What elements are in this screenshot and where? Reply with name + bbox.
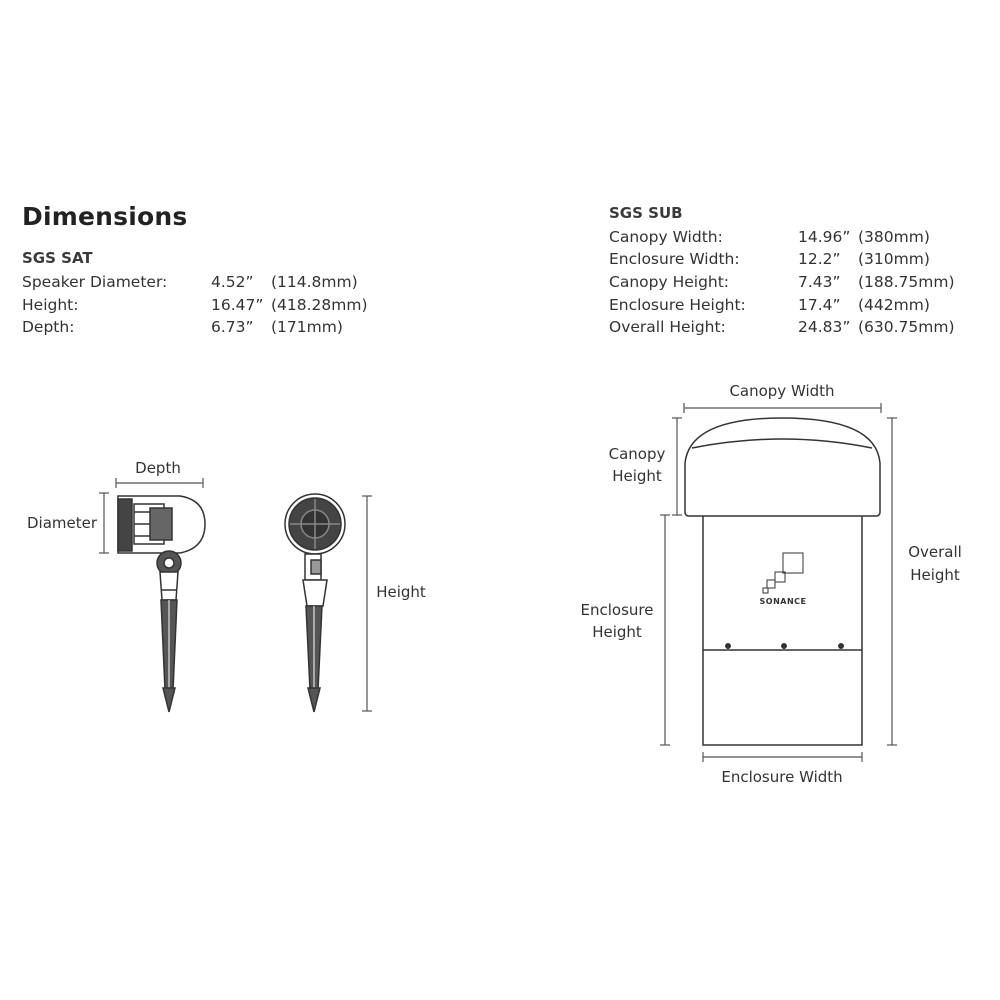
- enclosure-width-label: Enclosure Width: [721, 768, 843, 786]
- spec-metric: (114.8mm): [271, 273, 358, 291]
- spec-label: Canopy Width:: [609, 228, 723, 246]
- depth-label: Depth: [135, 459, 181, 477]
- spec-label: Overall Height:: [609, 318, 726, 336]
- spec-metric: (171mm): [271, 318, 343, 336]
- spec-metric: (418.28mm): [271, 296, 368, 314]
- spec-metric: (188.75mm): [858, 273, 955, 291]
- sat-height-label: Height: [376, 583, 426, 601]
- spec-imperial: 24.83”: [798, 318, 851, 336]
- canopy-width-label: Canopy Width: [729, 382, 835, 400]
- brand-label: SONANCE: [759, 597, 807, 606]
- sat-depth-dimension: [116, 478, 203, 488]
- spec-label: Speaker Diameter:: [22, 273, 168, 291]
- enclosure-height-label-line2: Height: [592, 623, 642, 641]
- spec-imperial: 14.96”: [798, 228, 851, 246]
- enclosure-height-label-line1: Enclosure: [580, 601, 654, 619]
- canopy-height-label-line2: Height: [612, 467, 662, 485]
- canopy-height-label-line1: Canopy: [608, 445, 666, 463]
- spec-imperial: 4.52”: [211, 273, 254, 291]
- sat-height-dimension: [362, 496, 372, 711]
- canopy-height-dimension: [672, 418, 682, 515]
- page-title: Dimensions: [22, 202, 188, 231]
- spec-label: Enclosure Width:: [609, 250, 740, 268]
- sat-diameter-dimension: [99, 493, 109, 553]
- spec-metric: (442mm): [858, 296, 930, 314]
- canopy-width-dimension: [684, 403, 881, 413]
- sub-heading: SGS SUB: [609, 204, 683, 222]
- satellite-side-view-icon: [118, 496, 205, 712]
- spec-imperial: 6.73”: [211, 318, 254, 336]
- spec-metric: (380mm): [858, 228, 930, 246]
- enclosure-height-dimension: [660, 515, 670, 745]
- spec-imperial: 12.2”: [798, 250, 841, 268]
- satellite-front-view-icon: [285, 494, 345, 712]
- diameter-label: Diameter: [26, 514, 98, 532]
- spec-imperial: 17.4”: [798, 296, 841, 314]
- spec-metric: (310mm): [858, 250, 930, 268]
- enclosure-width-dimension: [703, 752, 862, 762]
- sat-heading: SGS SAT: [22, 249, 93, 267]
- spec-label: Depth:: [22, 318, 75, 336]
- overall-height-label-line1: Overall: [908, 543, 962, 561]
- overall-height-dimension: [887, 418, 897, 745]
- spec-imperial: 7.43”: [798, 273, 841, 291]
- spec-metric: (630.75mm): [858, 318, 955, 336]
- overall-height-label-line2: Height: [910, 566, 960, 584]
- spec-imperial: 16.47”: [211, 296, 264, 314]
- spec-label: Height:: [22, 296, 79, 314]
- spec-label: Enclosure Height:: [609, 296, 746, 314]
- spec-label: Canopy Height:: [609, 273, 730, 291]
